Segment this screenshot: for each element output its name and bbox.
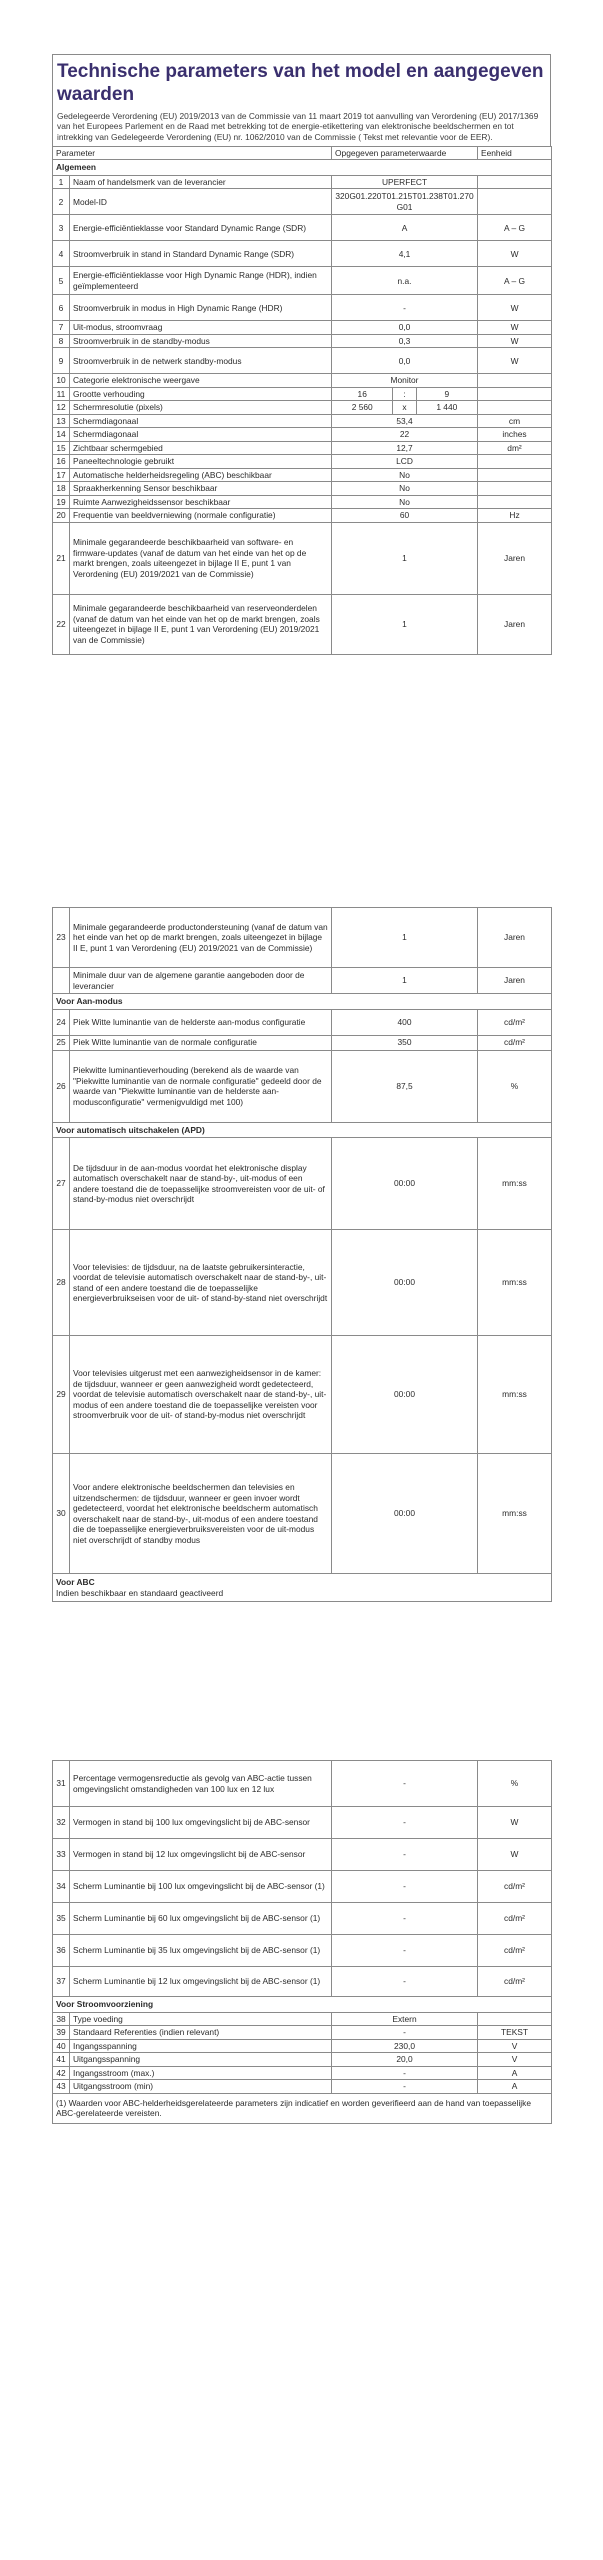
table-row: 43 Uitgangsstroom (min) - A: [53, 2080, 552, 2094]
table-row: 31 Percentage vermogensreductie als gevolg van ABC-actie tussen omgevingslicht omstandigheden van 100 lux en 12 lux - %: [53, 1761, 552, 1807]
table-row: 14 Schermdiagonaal 22 inches: [53, 428, 552, 442]
table-row: 21 Minimale gegarandeerde beschikbaarheid van software- en firmware-updates (vanaf de datum van het einde van het op de markt brengen, zoals uiteengezet in bijlage II E, punt 1 van Verordening (EU) 2019/2021 van de Commissie) 1 Jaren: [53, 522, 552, 594]
table-row: 10 Categorie elektronische weergave Monitor: [53, 374, 552, 388]
section-apd: Voor automatisch uitschakelen (APD): [53, 1122, 552, 1138]
table-row: 11 Grootte verhouding 16 : 9: [53, 387, 552, 401]
section-algemeen: Algemeen: [53, 160, 552, 176]
table-row: 34 Scherm Luminantie bij 100 lux omgevingslicht bij de ABC-sensor (1) - cd/m²: [53, 1871, 552, 1903]
header-unit: Eenheid: [478, 146, 552, 160]
table-row: 24 Piek Witte luminantie van de helderste aan-modus configuratie 400 cd/m²: [53, 1009, 552, 1035]
spec-page-2: [52, 907, 551, 1602]
table-row: 19 Ruimte Aanwezigheidssensor beschikbaar No: [53, 495, 552, 509]
table-row: 4 Stroomverbruik in stand in Standard Dynamic Range (SDR) 4,1 W: [53, 241, 552, 267]
table-row: 8 Stroomverbruik in de standby-modus 0,3 W: [53, 334, 552, 348]
footnote: (1) Waarden voor ABC-helderheidsgerelateerde parameters zijn indicatief en worden geverifieerd aan de hand van toepasselijke ABC-gerelateerde vereisten.: [53, 2093, 552, 2123]
table-row: 37 Scherm Luminantie bij 12 lux omgevingslicht bij de ABC-sensor (1) - cd/m²: [53, 1967, 552, 1997]
spec-table-part-1: [52, 146, 552, 655]
table-row: 25 Piek Witte luminantie van de normale configuratie 350 cd/m²: [53, 1035, 552, 1050]
table-row: 27 De tijdsduur in de aan-modus voordat het elektronische display automatisch overschakelt naar de stand-by-, uit-modus of een andere toestand die de toepasselijke stroomvereisten voor de uit- of stand-by-modus niet overschrijdt 00:00 mm:ss: [53, 1138, 552, 1230]
table-row: 38 Type voeding Extern: [53, 2012, 552, 2026]
section-abc: Voor ABC Indien beschikbaar en standaard geactiveerd: [53, 1574, 552, 1602]
table-row: 30 Voor andere elektronische beeldschermen dan televisies en uitzendschermen: de tijdsduur, wanneer er geen invoer wordt gedetecteerd, voordat het elektronische beeldscherm automatisch overschakelt naar de stand-by-, uit-modus of een andere toestand die de toepasselijke energieverbruiksvereisten voor de uit-modus niet overschrijdt of standby modus 00:00 mm:ss: [53, 1454, 552, 1574]
table-row: 28 Voor televisies: de tijdsduur, na de laatste gebruikersinteractie, voordat de televisie automatisch overschakelt naar de stand-by-, uit-stand of een andere toestand die de toepasselijke energieverbruikseisen voor de uit- of stand-by-stand niet overschrijdt 00:00 mm:ss: [53, 1230, 552, 1336]
table-row: 40 Ingangsspanning 230,0 V: [53, 2039, 552, 2053]
table-row: 5 Energie-efficiëntieklasse voor High Dynamic Range (HDR), indien geïmplementeerd n.a. A – G: [53, 267, 552, 295]
table-row: 33 Vermogen in stand bij 12 lux omgevingslicht bij de ABC-sensor - W: [53, 1839, 552, 1871]
table-row: 3 Energie-efficiëntieklasse voor Standard Dynamic Range (SDR) A A – G: [53, 215, 552, 241]
table-row: 39 Standaard Referenties (indien relevant) - TEKST: [53, 2026, 552, 2040]
table-row: 29 Voor televisies uitgerust met een aanwezigheidsensor in de kamer: de tijdsduur, wanneer er geen aanwezigheid wordt gedetecteerd, voordat de televisie automatisch overschakelt naar de stand-by-, uit-modus of een andere toestand die de toepasselijke vereisten voor stroomverbruik voor de uit- of stand-by-modus niet overschrijdt 00:00 mm:ss: [53, 1336, 552, 1454]
table-row: 6 Stroomverbruik in modus in High Dynamic Range (HDR) - W: [53, 295, 552, 321]
table-row: 17 Automatische helderheidsregeling (ABC) beschikbaar No: [53, 468, 552, 482]
table-row: 35 Scherm Luminantie bij 60 lux omgevingslicht bij de ABC-sensor (1) - cd/m²: [53, 1903, 552, 1935]
table-row: 36 Scherm Luminantie bij 35 lux omgevingslicht bij de ABC-sensor (1) - cd/m²: [53, 1935, 552, 1967]
table-row: 15 Zichtbaar schermgebied 12,7 dm²: [53, 441, 552, 455]
table-row: Minimale duur van de algemene garantie aangeboden door de leverancier 1 Jaren: [53, 968, 552, 994]
table-row: 22 Minimale gegarandeerde beschikbaarheid van reserveonderdelen (vanaf de datum van het einde van het op de markt brengen, zoals uiteengezet in bijlage II E, punt 1 van Verordening (EU) 2019/2021 van de Commissie) 1 Jaren: [53, 594, 552, 654]
table-row: 16 Paneeltechnologie gebruikt LCD: [53, 455, 552, 469]
table-row: 9 Stroomverbruik in de netwerk standby-modus 0,0 W: [53, 348, 552, 374]
table-row: 13 Schermdiagonaal 53,4 cm: [53, 414, 552, 428]
spec-page-3: [52, 1760, 551, 2124]
table-row: 1 Naam of handelsmerk van de leverancier UPERFECT: [53, 175, 552, 189]
section-aan-modus: Voor Aan-modus: [53, 994, 552, 1010]
table-row: 20 Frequentie van beeldverniewing (normale configuratie) 60 Hz: [53, 509, 552, 523]
table-row: 41 Uitgangsspanning 20,0 V: [53, 2053, 552, 2067]
table-row: 26 Piekwitte luminantieverhouding (berekend als de waarde van "Piekwitte luminantie van de normale configuratie" gedeeld door de waarde van "Piekwitte luminantie van de helderste aan-modusconfiguratie" vermenigvuldigd met 100) 87,5 %: [53, 1050, 552, 1122]
table-row: 7 Uit-modus, stroomvraag 0,0 W: [53, 321, 552, 335]
section-stroomvoorziening: Voor Stroomvoorziening: [53, 1997, 552, 2013]
header-parameter: Parameter: [53, 146, 332, 160]
table-row: 18 Spraakherkenning Sensor beschikbaar No: [53, 482, 552, 496]
header-value: Opgegeven parameterwaarde: [332, 146, 478, 160]
table-row: 12 Schermresolutie (pixels) 2 560 x 1 440: [53, 401, 552, 415]
title-block: [52, 54, 551, 146]
table-row: 42 Ingangsstroom (max.) - A: [53, 2066, 552, 2080]
table-row: 23 Minimale gegarandeerde productondersteuning (vanaf de datum van het einde van het op de markt brengen, zoals uiteengezet in bijlage II E, punt 1 van Verordening (EU) 2019/2021 van de Commissie) 1 Jaren: [53, 908, 552, 968]
header-row: [53, 146, 552, 160]
spec-page-1: [52, 54, 551, 655]
spec-table-part-2: [52, 907, 552, 1602]
spec-table-part-3: [52, 1760, 552, 2124]
table-row: 2 Model-ID 320G01.220T01.215T01.238T01.270G01: [53, 189, 552, 215]
table-row: 32 Vermogen in stand bij 100 lux omgevingslicht bij de ABC-sensor - W: [53, 1807, 552, 1839]
page-title: Technische parameters van het model en aangegeven waarden: [57, 61, 544, 105]
intro-text: Gedelegeerde Verordening (EU) 2019/2013 van de Commissie van 11 maart 2019 tot aanvulling van Verordening (EU) 2017/1369 van het Europees Parlement en de Raad met betrekking tot de energie-etikettering van elektronische beeldschermen en tot intrekking van Gedelegeerde Verordening (EU) nr. 1062/2010 van de Commissie ( Tekst met relevantie voor de EER).: [57, 110, 539, 143]
